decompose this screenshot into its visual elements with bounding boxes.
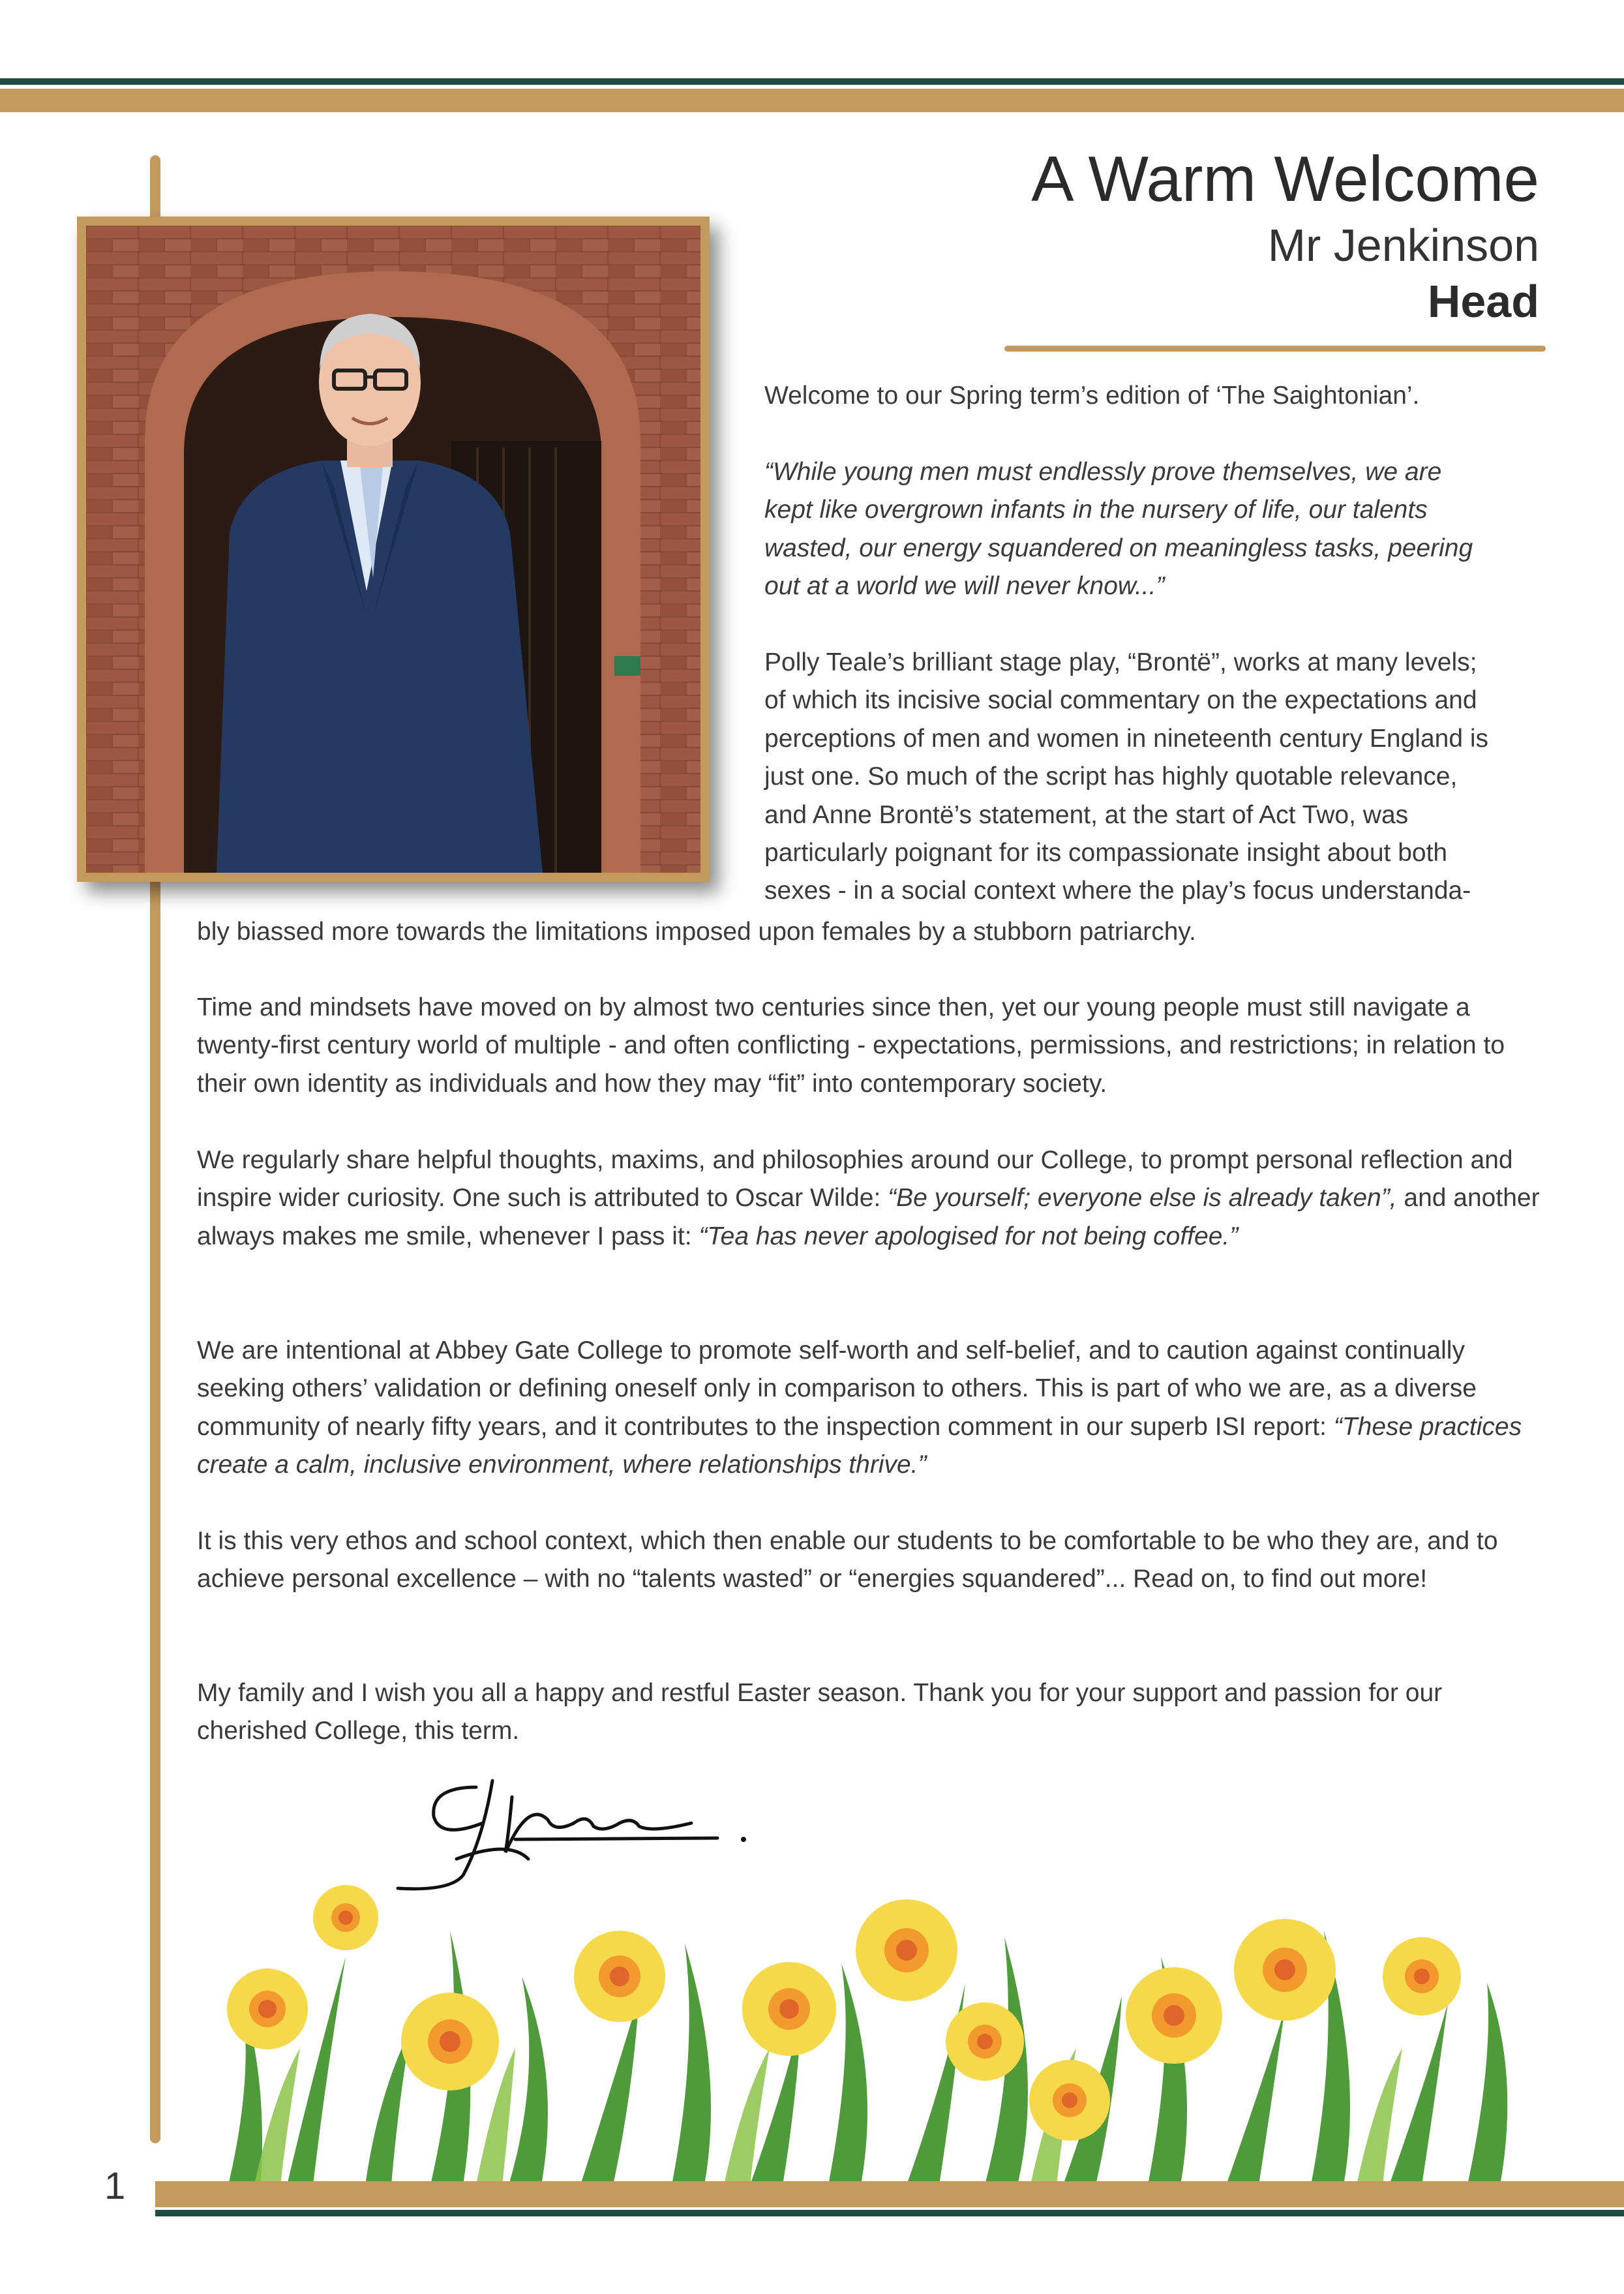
play-quote (764, 453, 1547, 606)
quote-line: “While young men must endlessly prove themselves, we are (764, 458, 1442, 486)
title-block (1031, 140, 1539, 329)
self-worth-text: We are intentional at Abbey Gate College to promote self-worth and self-belief, and to caution against continually seeking others’ validation or defining oneself only in comparison to others. This is part of who we are, as a diverse community of nearly fifty years, and it contributes to the inspection comment in our superb ISI report: (197, 1336, 1477, 1441)
head-portrait-frame (77, 217, 710, 882)
head-portrait-photo (86, 226, 700, 873)
closing-paragraph: My family and I wish you all a happy and restful Easter season. Thank you for your support and passion for our cherished College, this term. (197, 1679, 1443, 1745)
maxims-text: We regularly share helpful thoughts, maxims, and philosophies around our College, to prompt personal reflection and inspire wider curiosity. One such is attributed to Oscar Wilde: (197, 1146, 1513, 1213)
wilde-quote: “Be yourself; everyone else is already taken”, (888, 1184, 1397, 1213)
title-underline (1004, 346, 1546, 352)
self-worth-paragraph (197, 1332, 1547, 1485)
paragraph-line: and Anne Brontë’s statement, at the start of Act Two, was (764, 800, 1409, 829)
play-paragraph (764, 644, 1547, 911)
paragraph-line: particularly poignant for its compassionate insight about both (764, 839, 1448, 868)
paragraph-line: Polly Teale’s brilliant stage play, “Brontë”, works at many levels; (764, 648, 1477, 676)
maxims-paragraph (197, 1141, 1547, 1256)
mindsets-paragraph: Time and mindsets have moved on by almost two centuries since then, yet our young people must still navigate a twenty-first century world of multiple - and often conflicting - expectations, permissions, and restrictions; in relation to their own identity as individuals and how they may “fit” into contemporary society. (197, 993, 1505, 1098)
page-number: 1 (104, 2165, 126, 2207)
play-paragraph-tail: bly biassed more towards the limitations imposed upon females by a stubborn patriarchy. (197, 918, 1196, 946)
author-role: Head (1427, 276, 1539, 327)
quote-line: wasted, our energy squandered on meaningless tasks, peering (764, 534, 1473, 562)
quote-line: kept like overgrown infants in the nursery of life, our talents (764, 496, 1428, 524)
intro-paragraph: Welcome to our Spring term’s edition of ‘The Saightonian’. (764, 382, 1420, 410)
paragraph-line: of which its incisive social commentary on the expectations and (764, 686, 1477, 715)
quote-line: out at a world we will never know...” (764, 572, 1165, 601)
isi-quote: “These practices create a calm, inclusive environment, where relationships thrive.” (197, 1412, 1522, 1479)
paragraph-line: sexes - in a social context where the play’s focus understanda- (764, 877, 1471, 905)
bottom-green-bar (155, 2210, 1624, 2216)
paragraph-line: perceptions of men and women in nineteenth century England is (764, 724, 1489, 753)
paragraph-line: just one. So much of the script has highly quotable relevance, (764, 762, 1458, 791)
ethos-paragraph: It is this very ethos and school context, which then enable our students to be comfortable to be who they are, and to achieve personal excellence – with no “talents wasted” or “energies squandered”... Read on, to find out more! (197, 1527, 1498, 1593)
tea-quote: “Tea has never apologised for not being coffee.” (699, 1222, 1239, 1250)
maxims-text-2: and another always makes me smile, whenever I pass it: (197, 1184, 1540, 1250)
page-title: A Warm Welcome (1031, 143, 1539, 215)
top-green-bar (0, 78, 1624, 85)
top-gold-bar (0, 89, 1624, 112)
bottom-gold-bar (155, 2181, 1624, 2207)
daffodils-illustration (215, 1879, 1559, 2185)
author-name: Mr Jenkinson (1267, 220, 1539, 271)
